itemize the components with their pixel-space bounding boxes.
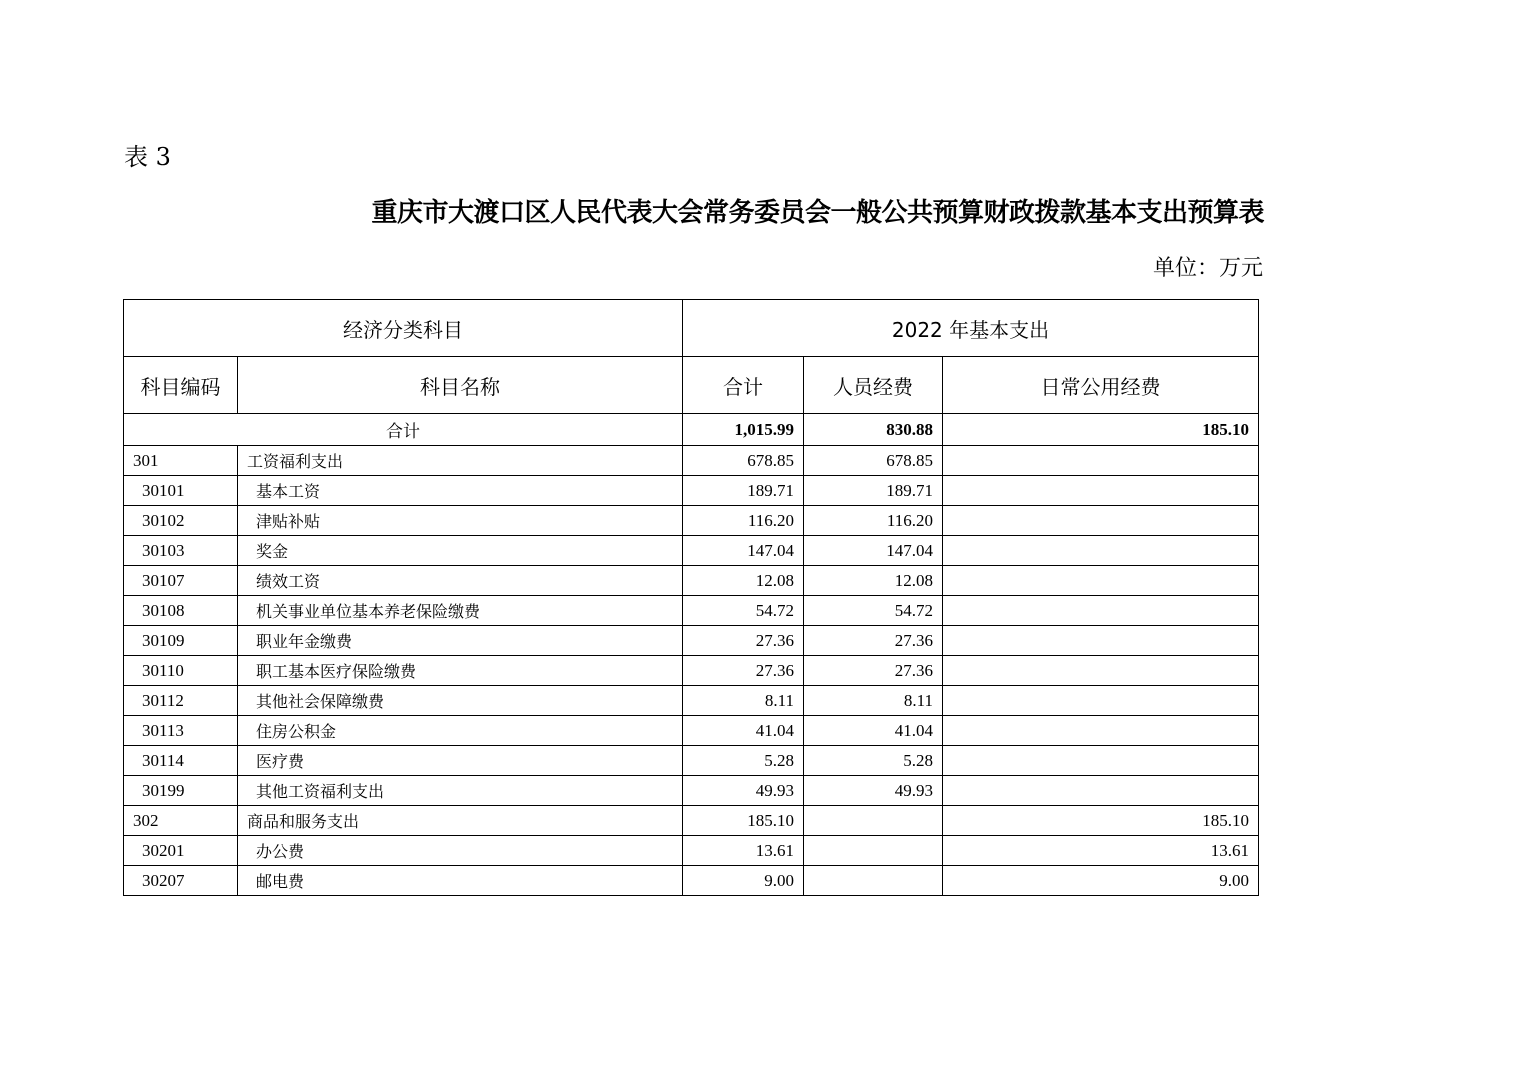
row-public: 13.61 (943, 836, 1259, 866)
row-total: 54.72 (683, 596, 804, 626)
row-code: 30113 (124, 716, 238, 746)
row-public: 185.10 (943, 806, 1259, 836)
row-total: 49.93 (683, 776, 804, 806)
row-name: 机关事业单位基本养老保险缴费 (238, 596, 683, 626)
table-row (124, 746, 1259, 776)
row-public (943, 566, 1259, 596)
row-code: 30114 (124, 746, 238, 776)
row-code: 30201 (124, 836, 238, 866)
row-name: 其他社会保障缴费 (238, 686, 683, 716)
row-personnel: 54.72 (804, 596, 943, 626)
total-row-personnel: 830.88 (804, 414, 943, 446)
row-code: 30112 (124, 686, 238, 716)
table-row (124, 626, 1259, 656)
row-code: 30103 (124, 536, 238, 566)
header-public: 日常公用经费 (943, 357, 1259, 414)
row-name: 其他工资福利支出 (238, 776, 683, 806)
row-total: 8.11 (683, 686, 804, 716)
row-total: 147.04 (683, 536, 804, 566)
row-personnel: 116.20 (804, 506, 943, 536)
header-personnel: 人员经费 (804, 357, 943, 414)
row-personnel: 27.36 (804, 626, 943, 656)
row-code: 30101 (124, 476, 238, 506)
header-econ-category: 经济分类科目 (124, 300, 683, 357)
row-code: 30199 (124, 776, 238, 806)
row-total: 189.71 (683, 476, 804, 506)
row-public (943, 746, 1259, 776)
row-personnel (804, 866, 943, 896)
row-total: 27.36 (683, 656, 804, 686)
row-code: 30107 (124, 566, 238, 596)
document-title: 重庆市大渡口区人民代表大会常务委员会一般公共预算财政拨款基本支出预算表 (371, 198, 1264, 228)
total-row (124, 414, 1259, 446)
row-public (943, 596, 1259, 626)
row-public (943, 716, 1259, 746)
total-row-label: 合计 (124, 414, 683, 446)
row-name: 绩效工资 (238, 566, 683, 596)
row-personnel: 12.08 (804, 566, 943, 596)
row-code: 30109 (124, 626, 238, 656)
row-public (943, 776, 1259, 806)
row-total: 12.08 (683, 566, 804, 596)
table-row (124, 836, 1259, 866)
header-basic-expenditure: 2022 年基本支出 (683, 300, 1259, 357)
row-public: 9.00 (943, 866, 1259, 896)
row-total: 9.00 (683, 866, 804, 896)
row-total: 185.10 (683, 806, 804, 836)
row-public (943, 686, 1259, 716)
row-name: 办公费 (238, 836, 683, 866)
row-personnel: 5.28 (804, 746, 943, 776)
row-personnel: 41.04 (804, 716, 943, 746)
header-row-1 (124, 300, 1259, 357)
table-row (124, 506, 1259, 536)
row-name: 职业年金缴费 (238, 626, 683, 656)
row-code: 302 (124, 806, 238, 836)
budget-table (123, 299, 1259, 896)
row-name: 住房公积金 (238, 716, 683, 746)
header-row-2 (124, 357, 1259, 414)
row-public (943, 626, 1259, 656)
row-personnel: 147.04 (804, 536, 943, 566)
row-code: 30207 (124, 866, 238, 896)
row-name: 商品和服务支出 (238, 806, 683, 836)
table-row (124, 446, 1259, 476)
row-total: 116.20 (683, 506, 804, 536)
row-total: 5.28 (683, 746, 804, 776)
table-number-label: 表 3 (124, 143, 171, 171)
table-row (124, 596, 1259, 626)
row-public (943, 446, 1259, 476)
total-row-total: 1,015.99 (683, 414, 804, 446)
header-name: 科目名称 (238, 357, 683, 414)
row-public (943, 476, 1259, 506)
row-code: 30110 (124, 656, 238, 686)
header-total: 合计 (683, 357, 804, 414)
table-row (124, 686, 1259, 716)
row-name: 职工基本医疗保险缴费 (238, 656, 683, 686)
row-public (943, 536, 1259, 566)
row-code: 30108 (124, 596, 238, 626)
row-total: 27.36 (683, 626, 804, 656)
row-name: 津贴补贴 (238, 506, 683, 536)
row-code: 30102 (124, 506, 238, 536)
row-total: 678.85 (683, 446, 804, 476)
total-row-public: 185.10 (943, 414, 1259, 446)
row-name: 医疗费 (238, 746, 683, 776)
unit-label: 单位：万元 (1152, 256, 1263, 281)
row-personnel (804, 806, 943, 836)
table-row (124, 716, 1259, 746)
row-personnel: 27.36 (804, 656, 943, 686)
table-row (124, 476, 1259, 506)
table-row (124, 656, 1259, 686)
table-row (124, 776, 1259, 806)
row-personnel: 678.85 (804, 446, 943, 476)
row-name: 奖金 (238, 536, 683, 566)
row-name: 工资福利支出 (238, 446, 683, 476)
row-personnel: 189.71 (804, 476, 943, 506)
row-public (943, 656, 1259, 686)
row-total: 13.61 (683, 836, 804, 866)
table-row (124, 566, 1259, 596)
row-name: 基本工资 (238, 476, 683, 506)
table-row (124, 866, 1259, 896)
table-row (124, 536, 1259, 566)
header-code: 科目编码 (124, 357, 238, 414)
table-row (124, 806, 1259, 836)
row-personnel: 49.93 (804, 776, 943, 806)
row-personnel: 8.11 (804, 686, 943, 716)
row-total: 41.04 (683, 716, 804, 746)
row-public (943, 506, 1259, 536)
row-personnel (804, 836, 943, 866)
row-code: 301 (124, 446, 238, 476)
row-name: 邮电费 (238, 866, 683, 896)
